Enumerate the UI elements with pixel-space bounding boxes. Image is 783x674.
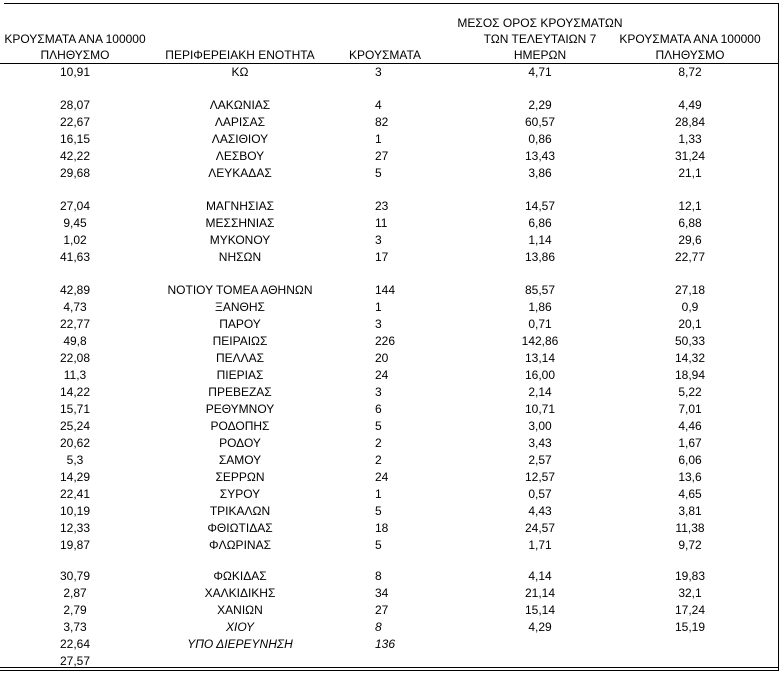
cell-region: ΠΕΙΡΑΙΩΣ	[212, 334, 268, 348]
table-row	[0, 350, 779, 367]
cell-avg7: 3,86	[528, 166, 552, 180]
cell-per100k: 1,67	[678, 436, 702, 450]
table-row	[0, 165, 779, 182]
cell-region: ΣΥΡΟΥ	[219, 487, 261, 501]
cell-avg7: 2,57	[528, 453, 552, 467]
cell-cases: 1	[375, 132, 382, 146]
top-border	[4, 3, 779, 4]
cell-per100k: 27,18	[674, 283, 706, 297]
cell-region: ΜΑΓΝΗΣΙΑΣ	[205, 199, 275, 213]
cell-cases: 24	[375, 368, 389, 382]
cell-per100k-left: 30,79	[59, 569, 91, 583]
cell-region: ΤΡΙΚΑΛΩΝ	[209, 504, 271, 518]
header-col4	[455, 15, 625, 63]
cell-per100k-left: 22,41	[59, 487, 91, 501]
table-row	[0, 148, 779, 165]
cell-region: ΧΑΛΚΙΔΙΚΗΣ	[204, 586, 276, 600]
cell-cases: 3	[375, 385, 382, 399]
cell-cases: 8	[375, 620, 382, 634]
cell-region: ΧΙΟΥ	[225, 620, 255, 634]
double-rule-top	[0, 667, 779, 668]
table-row	[0, 316, 779, 333]
cell-cases: 3	[375, 233, 382, 247]
header-col1-line2: ΠΛΗΘΥΣΜΟ	[40, 48, 110, 62]
cell-region: ΝΗΣΩΝ	[218, 250, 262, 264]
cell-cases: 3	[375, 65, 382, 79]
cell-region: ΞΑΝΘΗΣ	[215, 300, 265, 314]
cell-per100k-left: 22,77	[59, 317, 91, 331]
table-row	[0, 282, 779, 299]
cell-avg7: 1,14	[528, 233, 552, 247]
cell-cases: 5	[375, 504, 382, 518]
cell-per100k: 7,01	[678, 402, 702, 416]
cell-avg7: 0,57	[528, 487, 552, 501]
cell-region: ΜΕΣΣΗΝΙΑΣ	[205, 216, 275, 230]
header-col4-line2: ΤΩΝ ΤΕΛΕΥΤΑΙΩΝ 7	[483, 32, 597, 46]
cell-region: ΦΛΩΡΙΝΑΣ	[209, 538, 271, 552]
cell-cases: 5	[375, 419, 382, 433]
cell-cases: 5	[375, 166, 382, 180]
table-row	[0, 418, 779, 435]
cell-per100k: 11,38	[675, 521, 705, 535]
cell-cases: 23	[375, 199, 389, 213]
cell-per100k-left: 16,15	[59, 132, 91, 146]
header-col5	[615, 31, 765, 63]
cell-per100k-left: 29,68	[59, 166, 91, 180]
table-row	[0, 568, 779, 585]
cell-per100k: 17,24	[674, 603, 706, 617]
cell-avg7: 3,00	[528, 419, 552, 433]
cell-per100k-left: 19,87	[59, 538, 91, 552]
header-col2: ΠΕΡΙΦΕΡΕΙΑΚΗ ΕΝΟΤΗΤΑ	[165, 48, 315, 62]
table-row	[0, 299, 779, 316]
table-row	[0, 503, 779, 520]
cell-avg7: 2,29	[528, 98, 552, 112]
table-row	[0, 602, 779, 619]
table-row	[0, 384, 779, 401]
cell-cases: 11	[375, 216, 388, 230]
cell-avg7: 13,43	[524, 149, 556, 163]
table-row	[0, 114, 779, 131]
cell-avg7: 1,86	[528, 300, 552, 314]
cell-per100k: 4,49	[678, 98, 702, 112]
cell-per100k: 18,94	[674, 368, 706, 382]
cell-per100k-left: 14,22	[59, 385, 91, 399]
cell-cases: 2	[375, 436, 382, 450]
cell-per100k: 32,1	[678, 586, 702, 600]
cell-avg7: 85,57	[524, 283, 556, 297]
cell-cases: 5	[375, 538, 382, 552]
cell-per100k-left: 3,73	[63, 620, 87, 634]
cell-cases: 226	[375, 334, 396, 348]
cell-per100k-left: 11,3	[63, 368, 87, 382]
table-row	[0, 232, 779, 249]
cell-cases: 1	[375, 487, 382, 501]
cell-region: ΛΑΣΙΘΙΟΥ	[211, 132, 269, 146]
cell-cases: 27	[375, 603, 389, 617]
cell-region: ΦΩΚΙΔΑΣ	[213, 569, 267, 583]
cell-avg7: 12,57	[524, 470, 556, 484]
table-row	[0, 452, 779, 469]
cell-region: ΡΕΘΥΜΝΟΥ	[205, 402, 275, 416]
cell-avg7: 10,71	[524, 402, 556, 416]
cell-avg7: 4,43	[528, 504, 552, 518]
cell-per100k-left: 22,08	[59, 351, 91, 365]
cell-per100k-left: 28,07	[59, 98, 91, 112]
cell-region: ΛΑΚΩΝΙΑΣ	[209, 98, 271, 112]
header-col5-line1: ΚΡΟΥΣΜΑΤΑ ΑΝΑ 100000	[619, 32, 761, 46]
cell-cases: 20	[375, 351, 389, 365]
cell-per100k-left: 49,8	[63, 334, 87, 348]
cell-cases: 18	[375, 521, 389, 535]
cell-cases: 8	[375, 569, 382, 583]
table-row	[0, 469, 779, 486]
cell-per100k-left: 22,67	[59, 115, 91, 129]
cell-per100k-left: 41,63	[59, 250, 91, 264]
cell-per100k: 14,32	[674, 351, 706, 365]
table-row	[0, 97, 779, 114]
cell-per100k: 28,84	[674, 115, 706, 129]
final-value: 27,57	[59, 654, 91, 668]
cell-region: ΡΟΔΟΠΗΣ	[210, 419, 270, 433]
cell-region: ΛΑΡΙΣΑΣ	[214, 115, 266, 129]
table-row	[0, 401, 779, 418]
cell-per100k-left: 25,24	[59, 419, 91, 433]
cell-avg7: 0,71	[528, 317, 552, 331]
cell-cases: 1	[375, 300, 382, 314]
cell-cases: 6	[375, 402, 382, 416]
cell-avg7: 4,29	[528, 620, 552, 634]
cell-per100k-left: 9,45	[63, 216, 87, 230]
cell-per100k: 1,33	[678, 132, 702, 146]
table-row	[0, 367, 779, 384]
table-row	[0, 537, 779, 554]
cell-per100k-left: 14,29	[59, 470, 91, 484]
table-row	[0, 435, 779, 452]
cell-avg7: 4,71	[528, 65, 552, 79]
cell-per100k-left: 27,04	[59, 199, 91, 213]
cell-region: ΦΘΙΩΤΙΔΑΣ	[207, 521, 273, 535]
cell-per100k: 3,81	[678, 504, 702, 518]
header-col1-line1: ΚΡΟΥΣΜΑΤΑ ΑΝΑ 100000	[4, 32, 146, 46]
cell-region: ΠΑΡΟΥ	[219, 317, 261, 331]
cell-per100k: 6,88	[678, 216, 702, 230]
cell-per100k-left: 2,79	[63, 603, 87, 617]
cell-cases: 34	[375, 586, 389, 600]
cell-cases: 2	[375, 453, 382, 467]
cell-per100k: 13,6	[678, 470, 702, 484]
cell-avg7: 142,86	[521, 334, 559, 348]
cell-region: ΡΟΔΟΥ	[219, 436, 261, 450]
cell-per100k-left: 10,19	[59, 504, 91, 518]
table-row	[0, 249, 779, 266]
header-col4-line3: ΗΜΕΡΩΝ	[513, 48, 567, 62]
header-col1	[0, 31, 150, 63]
cell-avg7: 1,71	[528, 538, 552, 552]
cell-per100k: 5,22	[678, 385, 702, 399]
cell-avg7: 2,14	[528, 385, 552, 399]
cell-cases: 17	[375, 250, 389, 264]
cell-region: ΜΥΚΟΝΟΥ	[209, 233, 271, 247]
cell-per100k: 4,65	[678, 487, 702, 501]
cell-per100k: 31,24	[674, 149, 706, 163]
cell-per100k: 29,6	[678, 233, 702, 247]
cell-region: ΛΕΥΚΑΔΑΣ	[208, 166, 272, 180]
cell-region: ΛΕΣΒΟΥ	[215, 149, 265, 163]
cell-per100k-left: 20,62	[59, 436, 91, 450]
double-rule-bottom	[0, 670, 779, 671]
cell-avg7: 4,14	[528, 569, 552, 583]
table-row	[0, 486, 779, 503]
cell-per100k: 20,1	[678, 317, 702, 331]
table-row	[0, 636, 779, 653]
cell-cases: 3	[375, 317, 382, 331]
cell-per100k-left: 10,91	[59, 65, 91, 79]
cell-per100k-left: 2,87	[63, 586, 87, 600]
cell-per100k-left: 42,22	[59, 149, 91, 163]
cell-cases: 24	[375, 470, 389, 484]
table-row	[0, 520, 779, 537]
cell-per100k: 4,46	[678, 419, 702, 433]
cell-region: ΥΠΟ ΔΙΕΡΕΥΝΗΣΗ	[187, 637, 293, 651]
cell-cases: 144	[375, 283, 396, 297]
cell-per100k: 12,1	[678, 199, 702, 213]
cell-avg7: 21,14	[524, 586, 556, 600]
cell-avg7: 15,14	[524, 603, 556, 617]
table-row	[0, 619, 779, 636]
header-col3: ΚΡΟΥΣΜΑΤΑ	[349, 48, 421, 62]
cell-per100k-left: 15,71	[59, 402, 91, 416]
cell-region: ΠΡΕΒΕΖΑΣ	[208, 385, 272, 399]
cell-region: ΝΟΤΙΟΥ ΤΟΜΕΑ ΑΘΗΝΩΝ	[167, 283, 313, 297]
cell-per100k-left: 1,02	[63, 233, 87, 247]
cell-per100k-left: 22,64	[59, 637, 91, 651]
cell-per100k: 8,72	[678, 65, 702, 79]
cell-region: ΣΑΜΟΥ	[218, 453, 262, 467]
cell-avg7: 60,57	[524, 115, 556, 129]
cell-region: ΚΩ	[231, 65, 249, 79]
cell-avg7: 16,00	[524, 368, 556, 382]
cell-per100k-left: 4,73	[63, 300, 87, 314]
cell-region: ΧΑΝΙΩΝ	[217, 603, 263, 617]
cell-per100k-left: 12,33	[59, 521, 91, 535]
cell-avg7: 24,57	[524, 521, 556, 535]
cell-avg7: 14,57	[524, 199, 556, 213]
cell-per100k: 19,83	[674, 569, 706, 583]
table-row	[0, 333, 779, 350]
cell-avg7: 0,86	[528, 132, 552, 146]
cell-avg7: 13,14	[524, 351, 556, 365]
table-row	[0, 64, 779, 81]
cell-per100k-left: 5,3	[66, 453, 84, 467]
cell-cases: 136	[375, 637, 396, 651]
cell-avg7: 13,86	[524, 250, 556, 264]
header-col4-line1: ΜΕΣΟΣ ΟΡΟΣ ΚΡΟΥΣΜΑΤΩΝ	[457, 16, 623, 30]
cell-cases: 82	[375, 115, 389, 129]
table-row	[0, 215, 779, 232]
cell-region: ΠΙΕΡΙΑΣ	[216, 368, 264, 382]
table-row	[0, 131, 779, 148]
cell-per100k: 21,1	[678, 166, 702, 180]
table-row	[0, 198, 779, 215]
cell-region: ΣΕΡΡΩΝ	[215, 470, 265, 484]
cell-avg7: 6,86	[528, 216, 552, 230]
cell-per100k: 22,77	[674, 250, 706, 264]
cell-per100k: 50,33	[674, 334, 706, 348]
cell-per100k-left: 42,89	[59, 283, 91, 297]
cell-per100k: 0,9	[681, 300, 699, 314]
cell-cases: 4	[375, 98, 382, 112]
cell-per100k: 9,72	[678, 538, 702, 552]
table-row	[0, 585, 779, 602]
header-col5-line2: ΠΛΗΘΥΣΜΟ	[655, 48, 725, 62]
cell-region: ΠΕΛΛΑΣ	[215, 351, 265, 365]
cell-avg7: 3,43	[528, 436, 552, 450]
cell-cases: 27	[375, 149, 389, 163]
cell-per100k: 15,19	[674, 620, 706, 634]
cell-per100k: 6,06	[678, 453, 702, 467]
